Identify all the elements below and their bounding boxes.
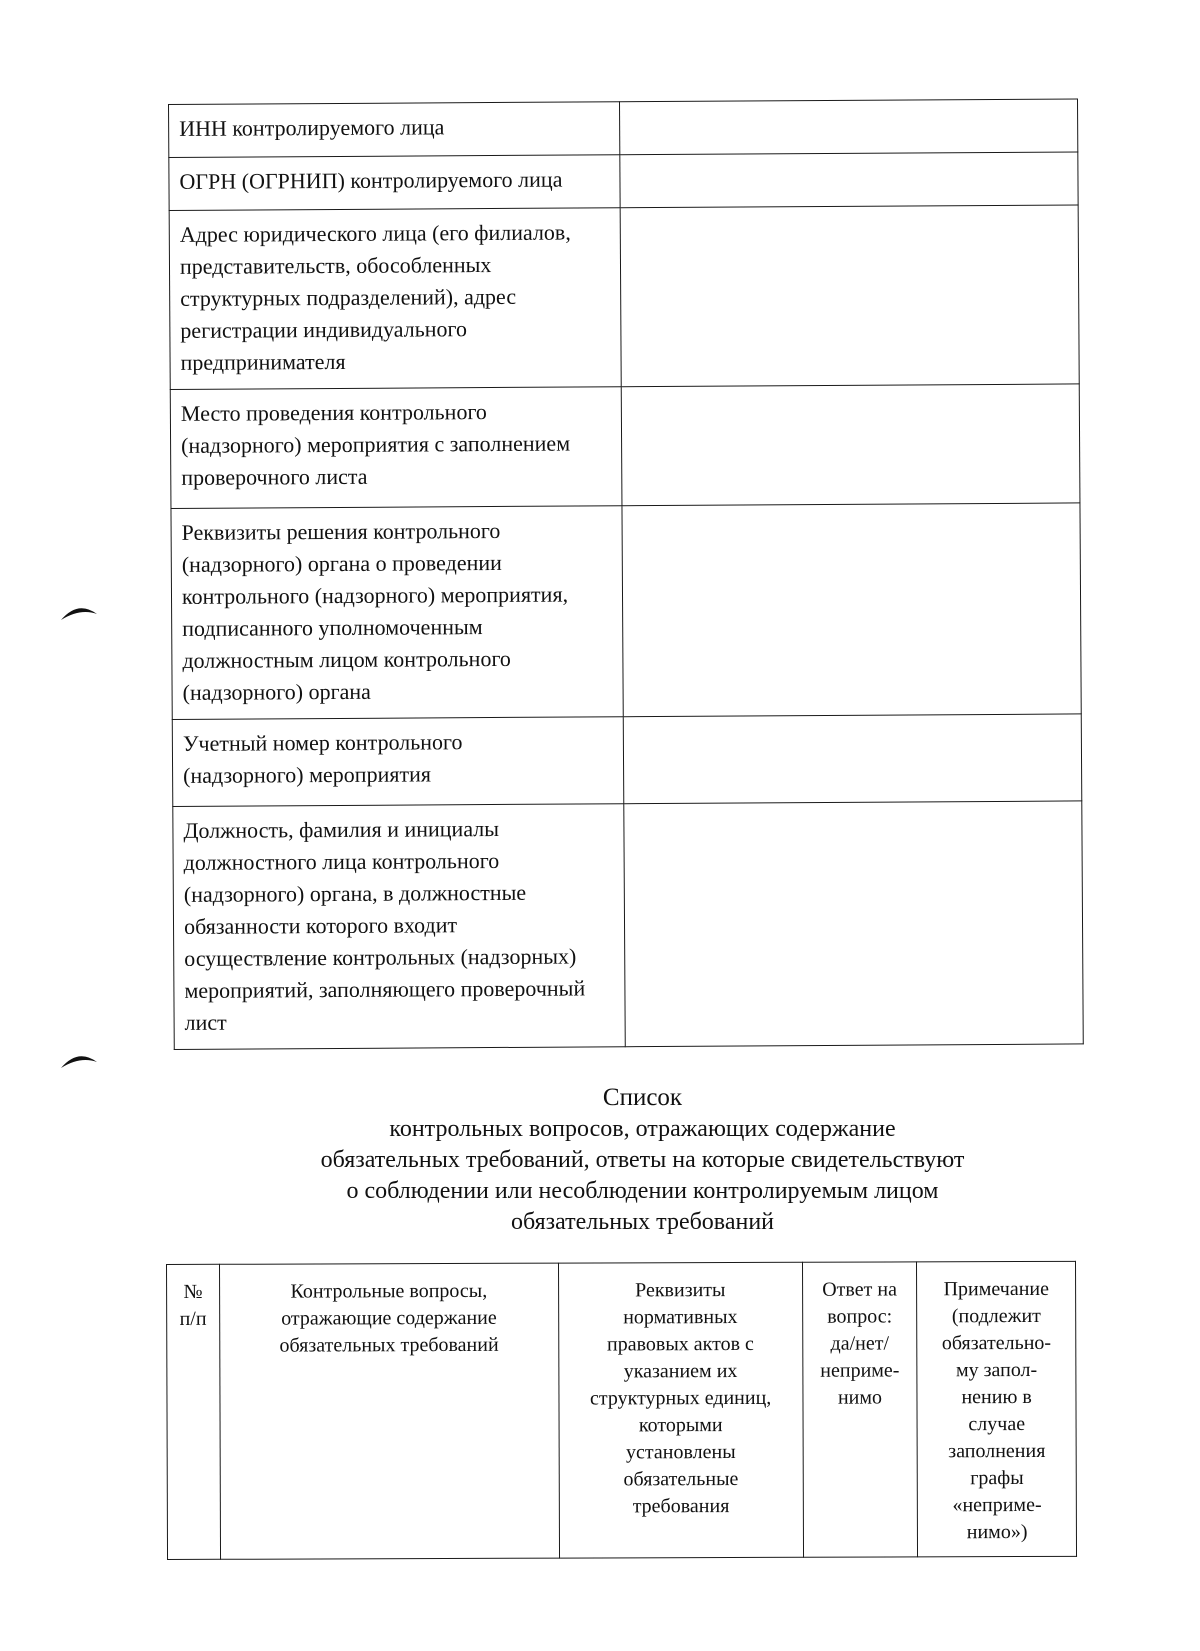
row-label-ogrn: ОГРН (ОГРНИП) контролируемого лица: [169, 155, 620, 211]
table-row: [171, 503, 1081, 720]
punch-hole-mark: [60, 1050, 98, 1070]
column-header-questions: Контрольные вопросы, отражающие содержание обязательных требований: [219, 1263, 559, 1559]
row-label-decision-details: Реквизиты решения контрольного (надзорного) органа о проведении контрольного (надзорного) мероприятия, подписанного уполномоченным должностным лицом контрольного (надзорного) органа: [171, 506, 623, 720]
column-header-number: № п/п: [167, 1264, 221, 1559]
column-header-note: Примечание (подлежит обязательно- му запол- нению в случае заполнения графы «неприме- нимо»): [917, 1261, 1077, 1557]
row-value-address[interactable]: [620, 205, 1079, 387]
table-row: [170, 384, 1080, 509]
heading-line: обязательных требований, ответы на которые свидетельствуют: [320, 1147, 965, 1173]
punch-hole-mark: [60, 602, 98, 622]
table-row: [173, 801, 1083, 1050]
heading-line: о соблюдении или несоблюдении контролируемым лицом: [346, 1178, 939, 1204]
row-value-registration-number[interactable]: [623, 714, 1082, 804]
heading-title: Список: [602, 1084, 683, 1111]
row-value-decision-details[interactable]: [622, 503, 1081, 717]
row-label-location: Место проведения контрольного (надзорного) мероприятия с заполнением проверочного листа: [170, 387, 622, 509]
row-value-inn[interactable]: [619, 99, 1077, 155]
controlled-entity-info-table: [168, 98, 1084, 1050]
table-row: [169, 99, 1078, 158]
table-row: [169, 205, 1079, 390]
heading-line: контрольных вопросов, отражающих содержание: [389, 1116, 896, 1142]
table-row: [172, 714, 1082, 807]
row-value-official[interactable]: [624, 801, 1084, 1047]
row-label-registration-number: Учетный номер контрольного (надзорного) мероприятия: [172, 717, 623, 807]
heading-line: обязательных требований: [510, 1209, 775, 1235]
row-value-ogrn[interactable]: [620, 152, 1078, 208]
row-label-inn: ИНН контролируемого лица: [169, 102, 620, 158]
row-value-location[interactable]: [621, 384, 1080, 506]
table-row: [169, 152, 1078, 211]
column-header-legal-acts: Реквизиты нормативных правовых актов с указанием их структурных единиц, которыми установлены обязательные требования: [558, 1262, 803, 1558]
table-header-row: [167, 1261, 1077, 1559]
checklist-heading: [150, 1082, 1135, 1238]
control-questions-table: [166, 1261, 1077, 1560]
row-label-official: Должность, фамилия и инициалы должностного лица контрольного (надзорного) органа, в должностные обязанности которого входит осуществление контрольных (надзорных) мероприятий, заполняющего проверочный лист: [173, 804, 625, 1050]
row-label-address: Адрес юридического лица (его филиалов, представительств, обособленных структурных подразделений), адрес регистрации индивидуального предпринимателя: [169, 208, 621, 390]
column-header-answer: Ответ на вопрос: да/нет/ неприме- нимо: [802, 1262, 918, 1557]
